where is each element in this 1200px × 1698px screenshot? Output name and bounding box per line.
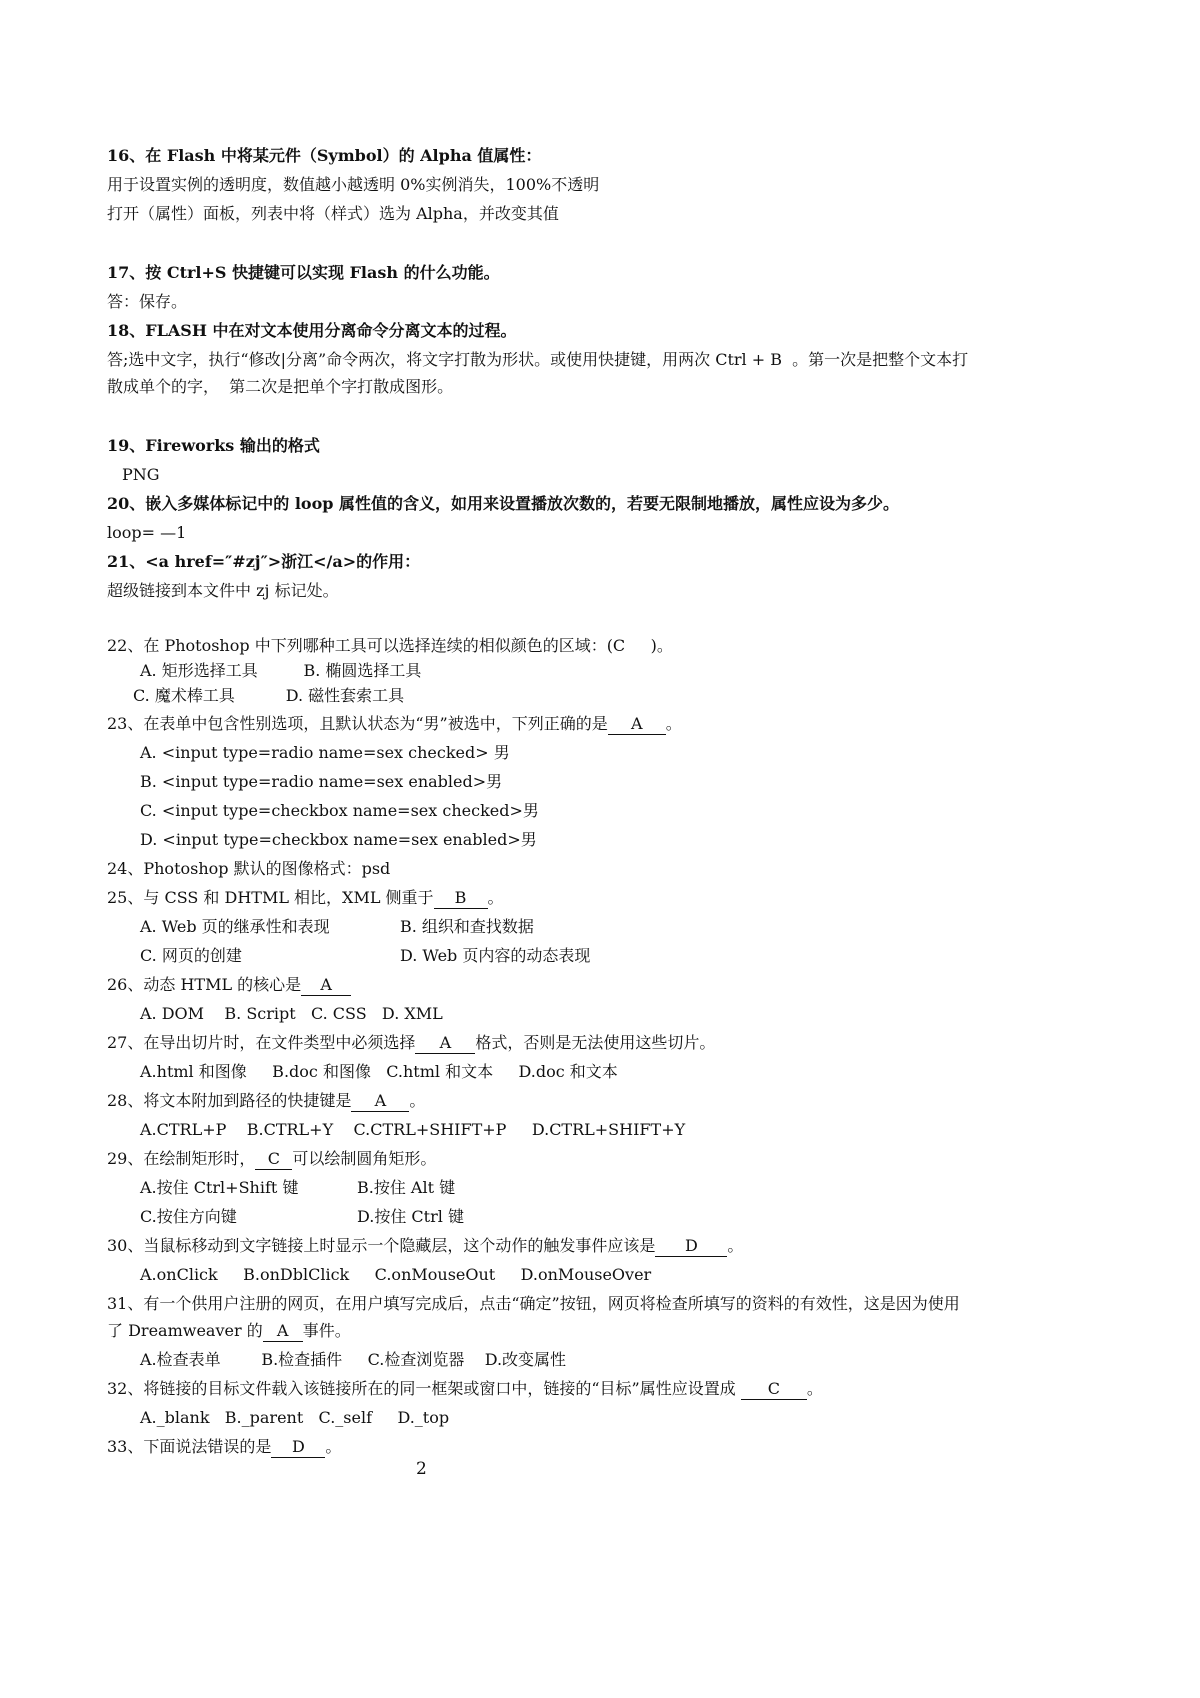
line-text-after: 。 (409, 1091, 426, 1110)
text-line: 超级链接到本文件中 zj 标记处。 (107, 581, 339, 600)
question-line-with-blank (107, 887, 504, 909)
line-text-after: 。 (727, 1236, 744, 1255)
text-line: 31、有一个供用户注册的网页，在用户填写完成后，点击“确定”按钮，网页将检查所填写的资料的有效性，这是因为使用 (107, 1294, 960, 1313)
answer-blank: B (434, 888, 488, 909)
text-line: 24、Photoshop 默认的图像格式：psd (107, 859, 391, 878)
text-line: A. 矩形选择工具 B. 椭圆选择工具 (140, 661, 422, 680)
answer-blank: C (741, 1379, 807, 1400)
question-line-with-blank (107, 1378, 823, 1400)
text-line: PNG (122, 465, 160, 484)
text-line: A.按住 Ctrl+Shift 键 (140, 1178, 299, 1197)
line-text-after: 事件。 (302, 1321, 351, 1340)
question-heading: 21、<a href=″#zj″>浙江</a>的作用： (107, 552, 421, 571)
text-line: A._blank B._parent C._self D._top (140, 1408, 450, 1427)
text-line: D. <input type=checkbox name=sex enabled>男 (140, 830, 537, 849)
line-text-after: 。 (325, 1437, 342, 1456)
question-line-with-blank (107, 713, 682, 735)
text-line: A. Web 页的继承性和表现 (140, 917, 330, 936)
text-line: A.html 和图像 B.doc 和图像 C.html 和文本 D.doc 和文本 (140, 1062, 618, 1081)
answer-blank: C (255, 1149, 292, 1170)
line-text-before: 了 Dreamweaver 的 (107, 1321, 263, 1340)
line-text-after: 。 (487, 888, 504, 907)
question-heading: 19、Fireworks 输出的格式 (107, 436, 320, 455)
answer-blank: D (655, 1236, 727, 1257)
question-line-with-blank (107, 1436, 341, 1458)
question-heading: 18、FLASH 中在对文本使用分离命令分离文本的过程。 (107, 321, 517, 340)
answer-blank: D (271, 1437, 325, 1458)
text-line: C.按住方向键 (140, 1207, 237, 1226)
line-text-after: 格式，否则是无法使用这些切片。 (475, 1033, 716, 1052)
question-line-with-blank (107, 1032, 715, 1054)
question-line-with-blank (107, 1235, 743, 1257)
line-text-before: 26、动态 HTML 的核心是 (107, 975, 302, 994)
answer-blank: A (351, 1091, 409, 1112)
text-line: 散成单个的字， 第二次是把单个字打散成图形。 (107, 377, 454, 396)
question-line-with-blank (107, 1320, 351, 1342)
question-heading: 20、嵌入多媒体标记中的 loop 属性值的含义，如用来设置播放次数的，若要无限制地播放，属性应设为多少。 (107, 494, 900, 513)
text-line: 用于设置实例的透明度，数值越小越透明 0%实例消失，100%不透明 (107, 175, 600, 194)
question-heading: 17、按 Ctrl+S 快捷键可以实现 Flash 的什么功能。 (107, 263, 500, 282)
line-text-before: 25、与 CSS 和 DHTML 相比，XML 侧重于 (107, 888, 434, 907)
text-line: B. 组织和查找数据 (400, 917, 534, 936)
text-line: D. Web 页内容的动态表现 (400, 946, 591, 965)
answer-blank: A (263, 1321, 303, 1342)
text-line: 22、在 Photoshop 中下列哪种工具可以选择连续的相似颜色的区域：(C )。 (107, 636, 673, 655)
answer-blank: A (415, 1033, 475, 1054)
text-line: B. <input type=radio name=sex enabled>男 (140, 772, 503, 791)
text-line: A. DOM B. Script C. CSS D. XML (140, 1004, 443, 1023)
text-line: C. <input type=checkbox name=sex checked>男 (140, 801, 539, 820)
question-line-with-blank (107, 1148, 436, 1170)
answer-blank: A (301, 975, 351, 996)
text-line: A.CTRL+P B.CTRL+Y C.CTRL+SHIFT+P D.CTRL+SHIFT+Y (140, 1120, 686, 1139)
question-heading: 16、在 Flash 中将某元件（Symbol）的 Alpha 值属性： (107, 146, 542, 165)
text-line: 打开（属性）面板，列表中将（样式）选为 Alpha，并改变其值 (107, 204, 559, 223)
line-text-after: 。 (665, 714, 682, 733)
line-text-before: 33、下面说法错误的是 (107, 1437, 272, 1456)
text-line: loop= —1 (107, 523, 187, 542)
text-line: A.onClick B.onDblClick C.onMouseOut D.onMouseOver (140, 1265, 652, 1284)
question-line-with-blank (107, 974, 351, 996)
text-line: 答;选中文字，执行“修改|分离”命令两次，将文字打散为形状。或使用快捷键，用两次 Ctrl + B 。第一次是把整个文本打 (107, 350, 969, 369)
line-text-before: 30、当鼠标移动到文字链接上时显示一个隐藏层，这个动作的触发事件应该是 (107, 1236, 656, 1255)
line-text-before: 28、将文本附加到路径的快捷键是 (107, 1091, 352, 1110)
text-line: 答：保存。 (107, 292, 188, 311)
text-line: C. 魔术棒工具 D. 磁性套索工具 (133, 686, 405, 705)
question-line-with-blank (107, 1090, 425, 1112)
line-text-before: 27、在导出切片时，在文件类型中必须选择 (107, 1033, 416, 1052)
answer-blank: A (608, 714, 666, 735)
page-number: 2 (416, 1459, 427, 1479)
text-line: D.按住 Ctrl 键 (357, 1207, 464, 1226)
text-line: A.检查表单 B.检查插件 C.检查浏览器 D.改变属性 (140, 1350, 567, 1369)
line-text-before: 29、在绘制矩形时， (107, 1149, 256, 1168)
text-line: C. 网页的创建 (140, 946, 242, 965)
line-text-after: 可以绘制圆角矩形。 (292, 1149, 437, 1168)
line-text-after: 。 (806, 1379, 823, 1398)
line-text-before: 32、将链接的目标文件载入该链接所在的同一框架或窗口中，链接的“目标”属性应设置成 (107, 1379, 741, 1398)
text-line: B.按住 Alt 键 (357, 1178, 456, 1197)
text-line: A. <input type=radio name=sex checked> 男 (140, 743, 510, 762)
line-text-before: 23、在表单中包含性别选项，且默认状态为“男”被选中，下列正确的是 (107, 714, 608, 733)
